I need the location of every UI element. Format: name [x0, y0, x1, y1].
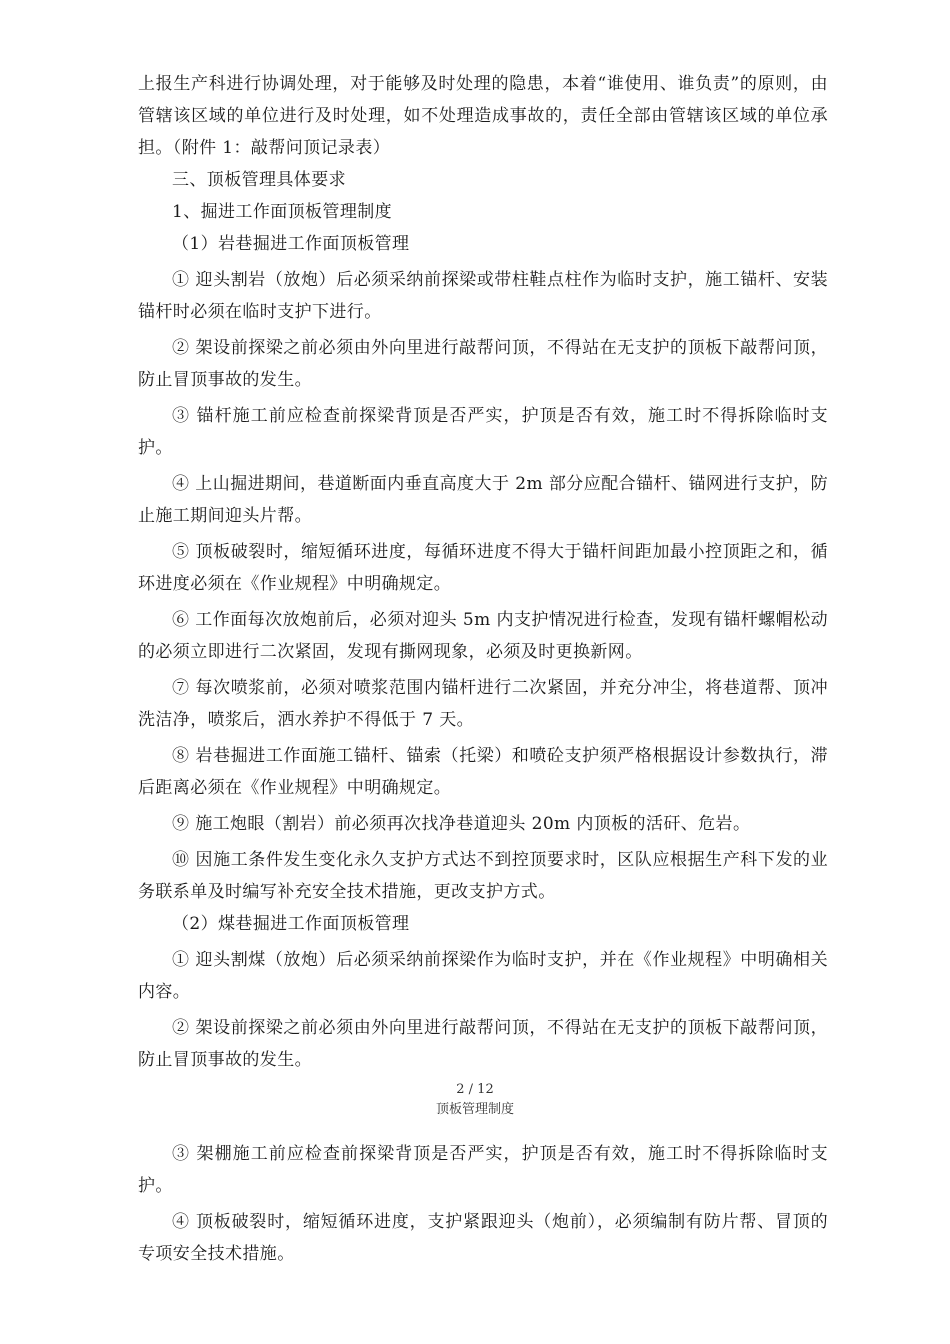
list-item: ② 架设前探梁之前必须由外向里进行敲帮问顶，不得站在无支护的顶板下敲帮问顶，防止冒顶事故的发生。	[138, 338, 828, 390]
page-body-bottom	[138, 1138, 828, 1270]
sub-subsection-heading: （2）煤巷掘进工作面顶板管理	[172, 914, 410, 934]
list-item: ⑦ 每次喷浆前，必须对喷浆范围内锚杆进行二次紧固，并充分冲尘，将巷道帮、顶冲洗洁净，喷浆后，洒水养护不得低于 7 天。	[138, 678, 828, 730]
list-item: ① 迎头割岩（放炮）后必须采纳前探梁或带柱鞋点柱作为临时支护，施工锚杆、安装锚杆时必须在临时支护下进行。	[138, 270, 828, 322]
page-number: 2 / 12	[456, 1082, 494, 1097]
list-item: ② 架设前探梁之前必须由外向里进行敲帮问顶，不得站在无支护的顶板下敲帮问顶，防止冒顶事故的发生。	[138, 1018, 828, 1070]
list-item: ③ 架棚施工前应检查前探梁背顶是否严实，护顶是否有效，施工时不得拆除临时支护。	[138, 1144, 828, 1196]
list-item: ④ 顶板破裂时，缩短循环进度，支护紧跟迎头（炮前），必须编制有防片帮、冒顶的专项安全技术措施。	[138, 1212, 828, 1264]
subsection-heading: 1、掘进工作面顶板管理制度	[172, 202, 393, 222]
list-item: ① 迎头割煤（放炮）后必须采纳前探梁作为临时支护，并在《作业规程》中明确相关内容。	[138, 950, 828, 1002]
list-item: ⑩ 因施工条件发生变化永久支护方式达不到控顶要求时，区队应根据生产科下发的业务联系单及时编写补充安全技术措施，更改支护方式。	[138, 850, 828, 902]
list-item: ⑤ 顶板破裂时，缩短循环进度，每循环进度不得大于锚杆间距加最小控顶距之和，循环进度必须在《作业规程》中明确规定。	[138, 542, 828, 594]
list-item: ⑧ 岩巷掘进工作面施工锚杆、锚索（托梁）和喷砼支护须严格根据设计参数执行，滞后距离必须在《作业规程》中明确规定。	[138, 746, 828, 798]
list-item: ⑥ 工作面每次放炮前后，必须对迎头 5m 内支护情况进行检查，发现有锚杆螺帽松动的必须立即进行二次紧固，发现有撕网现象，必须及时更换新网。	[138, 610, 828, 662]
running-footer-title: 顶板管理制度	[435, 1102, 514, 1117]
page-body-top	[138, 68, 828, 1076]
list-item: ⑨ 施工炮眼（割岩）前必须再次找净巷道迎头 20m 内顶板的活矸、危岩。	[172, 814, 751, 834]
list-item: ③ 锚杆施工前应检查前探梁背顶是否严实，护顶是否有效，施工时不得拆除临时支护。	[138, 406, 828, 458]
sub-subsection-heading: （1）岩巷掘进工作面顶板管理	[172, 234, 410, 254]
list-item: ④ 上山掘进期间，巷道断面内垂直高度大于 2m 部分应配合锚杆、锚网进行支护，防止施工期间迎头片帮。	[138, 474, 828, 526]
paragraph-continuation: 上报生产科进行协调处理，对于能够及时处理的隐患，本着“谁使用、谁负责”的原则，由管辖该区域的单位进行及时处理，如不处理造成事故的，责任全部由管辖该区域的单位承担。（附件 1：敲帮问顶记录表）	[138, 74, 828, 158]
section-heading: 三、顶板管理具体要求	[172, 170, 346, 190]
